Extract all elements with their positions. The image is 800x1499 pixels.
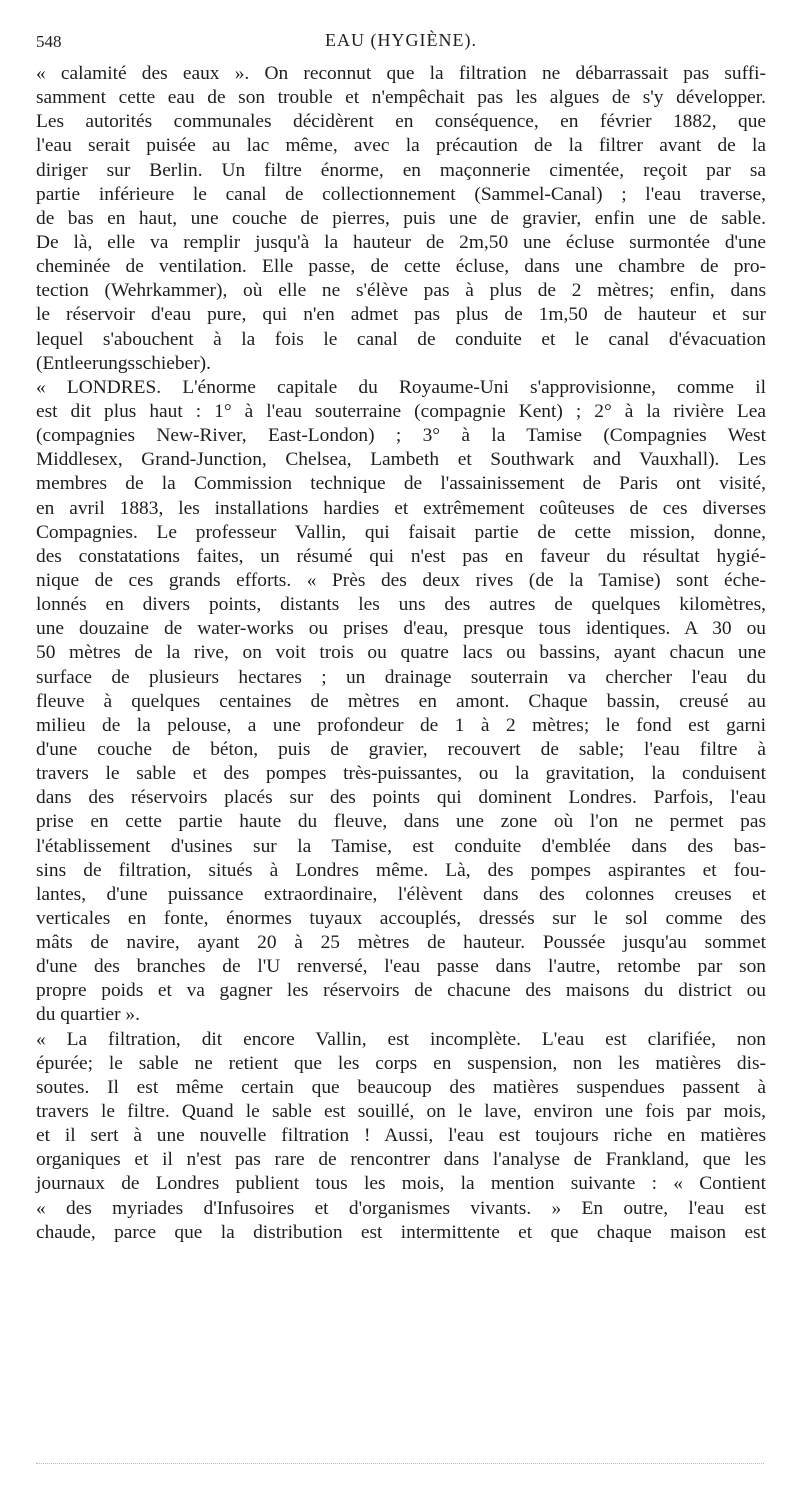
- text-line: prise en cette partie haute du fleuve, dans une zone où l'on ne permet pas: [36, 811, 766, 833]
- text-line: « LONDRES. L'énorme capitale du Royaume-Uni s'approvisionne, comme il: [36, 376, 766, 398]
- text-line: (compagnies New-River, East-London) ; 3° à la Tamise (Compagnies West: [36, 425, 766, 447]
- page-number: 548: [36, 32, 62, 51]
- text-line: de bas en haut, une couche de pierres, puis une de gravier, enfin une de sable.: [36, 207, 766, 229]
- text-line: en avril 1883, les installations hardies et extrêmement coûteuses de ces diverses: [36, 497, 766, 519]
- text-line: Compagnies. Le professeur Vallin, qui faisait partie de cette mission, donne,: [36, 521, 766, 543]
- text-line: membres de la Commission technique de l'assainissement de Paris ont visité,: [36, 473, 766, 495]
- text-line: propre poids et va gagner les réservoirs de chacune des maisons du district ou: [36, 980, 766, 1002]
- text-line: samment cette eau de son trouble et n'empêchait pas les algues de s'y développer.: [36, 87, 766, 109]
- text-line: l'eau serait puisée au lac même, avec la précaution de la filtrer avant de la: [36, 135, 766, 157]
- text-line: épurée; le sable ne retient que les corps en suspension, non les matières dis-: [36, 1052, 766, 1074]
- text-line: soutes. Il est même certain que beaucoup des matières suspendues passent à: [36, 1076, 766, 1098]
- text-line: des constatations faites, un résumé qui n'est pas en faveur du résultat hygié-: [36, 545, 766, 567]
- text-line: du quartier ».: [36, 1004, 140, 1026]
- running-head: EAU (HYGIÈNE).: [325, 30, 477, 50]
- text-line: diriger sur Berlin. Un filtre énorme, en maçonnerie cimentée, reçoit par sa: [36, 159, 766, 181]
- text-line: cheminée de ventilation. Elle passe, de cette écluse, dans une chambre de pro-: [36, 256, 766, 278]
- text-line: l'établissement d'usines sur la Tamise, est conduite d'emblée dans des bas-: [36, 835, 766, 857]
- text-line: 50 mètres de la rive, on voit trois ou quatre lacs ou bassins, ayant chacun une: [36, 642, 766, 664]
- text-line: chaude, parce que la distribution est intermittente et que chaque maison est: [36, 1221, 766, 1243]
- book-page: [36, 26, 766, 1245]
- text-line: d'une des branches de l'U renversé, l'eau passe dans l'autre, retombe par son: [36, 956, 766, 978]
- text-line: partie inférieure le canal de collectionnement (Sammel-Canal) ; l'eau traverse,: [36, 183, 766, 205]
- text-line: verticales en fonte, énormes tuyaux accouplés, dressés sur le sol comme des: [36, 907, 766, 929]
- text-line: travers le filtre. Quand le sable est souillé, on le lave, environ une fois par mois,: [36, 1101, 766, 1123]
- text-line: Les autorités communales décidèrent en conséquence, en février 1882, que: [36, 111, 766, 133]
- text-line: d'une couche de béton, puis de gravier, recouvert de sable; l'eau filtre à: [36, 738, 766, 760]
- footer-dotted-rule: [36, 1463, 764, 1464]
- text-line: travers le sable et des pompes très-puissantes, ou la gravitation, la conduisent: [36, 763, 766, 785]
- text-line: tection (Wehrkammer), où elle ne s'élève pas à plus de 2 mètres; enfin, dans: [36, 280, 766, 302]
- text-line: organiques et il n'est pas rare de rencontrer dans l'analyse de Frankland, que les: [36, 1149, 766, 1171]
- text-line: lantes, d'une puissance extraordinaire, l'élèvent dans des colonnes creuses et: [36, 883, 766, 905]
- text-line: (Entleerungsschieber).: [36, 352, 211, 374]
- text-line: et il sert à une nouvelle filtration ! Aussi, l'eau est toujours riche en matières: [36, 1125, 766, 1147]
- text-line: « La filtration, dit encore Vallin, est incomplète. L'eau est clarifiée, non: [36, 1028, 766, 1050]
- text-line: milieu de la pelouse, a une profondeur de 1 à 2 mètres; le fond est garni: [36, 714, 766, 736]
- text-line: nique de ces grands efforts. « Près des deux rives (de la Tamise) sont éche-: [36, 569, 766, 591]
- text-line: est dit plus haut : 1° à l'eau souterraine (compagnie Kent) ; 2° à la rivière Lea: [36, 400, 766, 422]
- text-line: journaux de Londres publient tous les mois, la mention suivante : « Contient: [36, 1173, 766, 1195]
- text-line: lonnés en divers points, distants les uns des autres de quelques kilomètres,: [36, 594, 766, 616]
- text-line: sins de filtration, situés à Londres même. Là, des pompes aspirantes et fou-: [36, 859, 766, 881]
- text-line: lequel s'abouchent à la fois le canal de conduite et le canal d'évacuation: [36, 328, 766, 350]
- text-line: une douzaine de water-works ou prises d'eau, presque tous identiques. A 30 ou: [36, 618, 766, 640]
- text-line: mâts de navire, ayant 20 à 25 mètres de hauteur. Poussée jusqu'au sommet: [36, 932, 766, 954]
- page-header: [36, 26, 766, 62]
- text-line: « calamité des eaux ». On reconnut que la filtration ne débarrassait pas suffi-: [36, 63, 766, 84]
- text-line: fleuve à quelques centaines de mètres en amont. Chaque bassin, creusé au: [36, 690, 766, 712]
- text-line: dans des réservoirs placés sur des points qui dominent Londres. Parfois, l'eau: [36, 787, 766, 809]
- text-line: « des myriades d'Infusoires et d'organismes vivants. » En outre, l'eau est: [36, 1197, 766, 1219]
- text-line: surface de plusieurs hectares ; un drainage souterrain va chercher l'eau du: [36, 666, 766, 688]
- text-line: Middlesex, Grand-Junction, Chelsea, Lambeth et Southwark and Vauxhall). Les: [36, 449, 766, 471]
- body-text: [36, 62, 766, 1245]
- text-line: De là, elle va remplir jusqu'à la hauteur de 2m,50 une écluse surmontée d'une: [36, 231, 766, 253]
- text-line: le réservoir d'eau pure, qui n'en admet pas plus de 1m,50 de hauteur et sur: [36, 304, 766, 326]
